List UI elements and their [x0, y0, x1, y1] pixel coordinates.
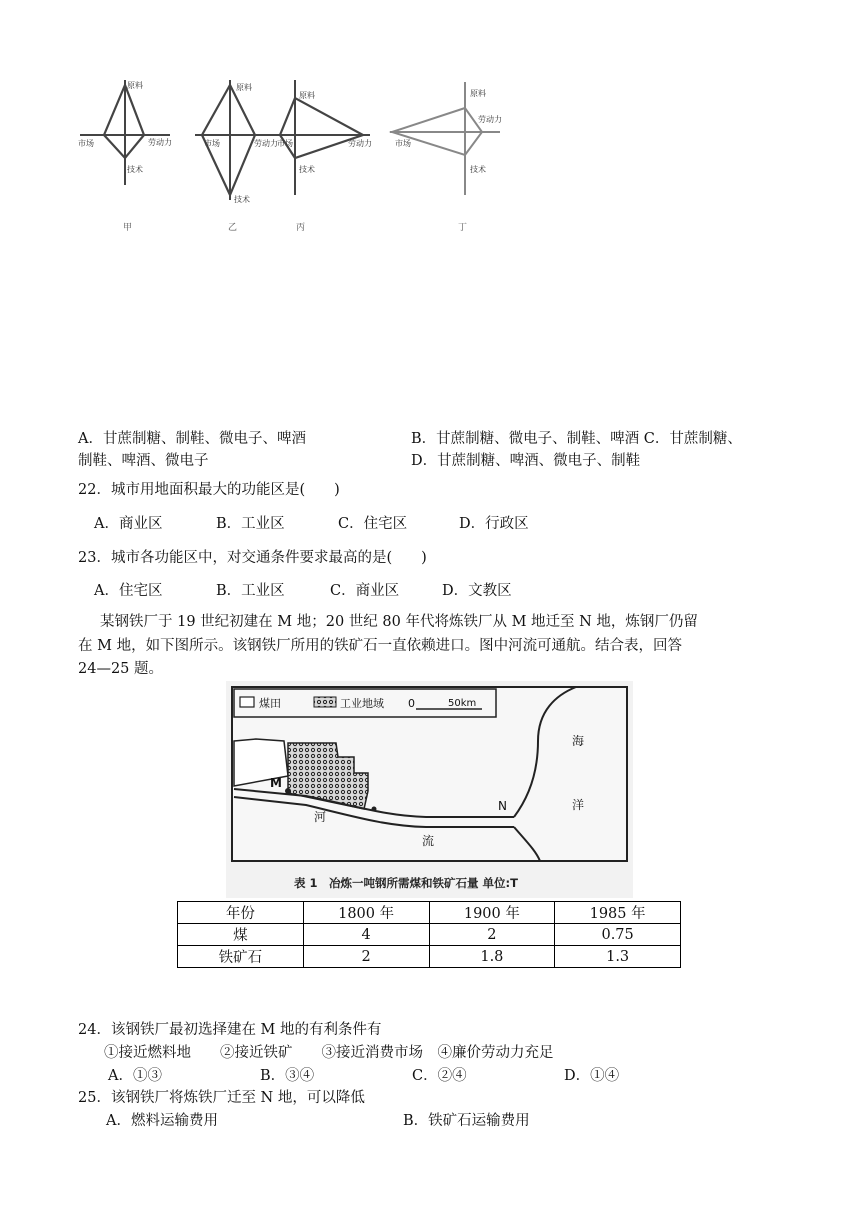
caption-bing: 丙 [296, 223, 306, 233]
intro-line-1: 某钢铁厂于 19 世纪初建在 M 地；20 世纪 80 年代将炼铁厂从 M 地迁至 N 地，炼钢厂仍留 [100, 614, 698, 630]
q22-option-a: A．商业区 [94, 516, 163, 532]
label-river-2: 流 [422, 834, 435, 848]
industrial-point [372, 807, 377, 812]
label-raw-material: 原料 [236, 83, 252, 92]
table-header-cell: 1985 年 [555, 902, 681, 924]
q22-option-d: D．行政区 [459, 516, 529, 532]
intro-line-3: 24—25 题。 [78, 661, 164, 677]
q21-option-d: D．甘蔗制糖、啤酒、微电子、制鞋 [411, 453, 641, 469]
caption-jia: 甲 [123, 223, 133, 233]
scale-label: 50km [448, 698, 477, 709]
label-raw-material: 原料 [299, 91, 315, 100]
label-market: 市场 [204, 139, 220, 148]
label-market: 市场 [395, 139, 411, 148]
table-cell: 0.75 [555, 924, 681, 946]
label-market: 市场 [277, 139, 293, 148]
q25-option-a: A．燃料运输费用 [106, 1113, 218, 1129]
intro-line-2: 在 M 地，如下图所示。该钢铁厂所用的铁矿石一直依赖进口。图中河流可通航。结合表，回答 [78, 638, 683, 654]
q24-option-a: A．①③ [108, 1068, 162, 1084]
table-header-row [178, 902, 681, 924]
table-cell: 2 [429, 924, 555, 946]
label-river-1: 河 [314, 810, 327, 824]
q24-stem: 24．该钢铁厂最初选择建在 M 地的有利条件有 [78, 1022, 382, 1038]
q22-option-c: C．住宅区 [338, 516, 408, 532]
q25-stem: 25．该钢铁厂将炼铁厂迁至 N 地，可以降低 [78, 1090, 365, 1106]
label-raw-material: 原料 [470, 89, 486, 98]
q22-stem: 22．城市用地面积最大的功能区是( ) [78, 482, 340, 498]
q25-option-b: B．铁矿石运输费用 [403, 1113, 530, 1129]
q21-option-b-c: B．甘蔗制糖、微电子、制鞋、啤酒 C．甘蔗制糖、 [411, 431, 742, 447]
label-labor: 劳动力 [348, 139, 372, 148]
table-header-cell: 1800 年 [303, 902, 429, 924]
diagram-bing [275, 80, 370, 195]
label-sea-1: 海 [572, 734, 585, 748]
table-row [178, 924, 681, 946]
label-technology: 技术 [470, 165, 486, 174]
label-sea-2: 洋 [572, 798, 585, 812]
q23-stem: 23．城市各功能区中，对交通条件要求最高的是( ) [78, 550, 427, 566]
label-labor: 劳动力 [148, 138, 172, 147]
legend-coal-label: 煤田 [259, 697, 281, 710]
table-cell: 煤 [178, 924, 304, 946]
legend-industry-label: 工业地域 [340, 697, 384, 710]
table-cell: 1.8 [429, 946, 555, 968]
label-technology: 技术 [234, 195, 250, 204]
coal-field-legend-icon [240, 697, 254, 707]
table-cell: 1.3 [555, 946, 681, 968]
point-m [285, 788, 291, 794]
q22-option-b: B．工业区 [216, 516, 285, 532]
q23-option-b: B．工业区 [216, 583, 285, 599]
label-labor: 劳动力 [254, 139, 278, 148]
scale-zero: 0 [408, 697, 415, 710]
label-m: M [270, 776, 282, 790]
steel-plant-map [226, 681, 633, 898]
q21-option-c-cont: 制鞋、啤酒、微电子 [78, 453, 209, 469]
q24-conditions: ①接近燃料地 ②接近铁矿 ③接近消费市场 ④廉价劳动力充足 [104, 1045, 554, 1061]
table-cell: 铁矿石 [178, 946, 304, 968]
diagram-jia [80, 80, 170, 185]
q24-option-b: B．③④ [260, 1068, 315, 1084]
q23-option-c: C．商业区 [330, 583, 400, 599]
q24-option-d: D．①④ [564, 1068, 620, 1084]
label-n: N [498, 799, 507, 813]
label-raw-material: 原料 [127, 81, 143, 90]
q24-option-c: C．②④ [412, 1068, 467, 1084]
q23-option-a: A．住宅区 [94, 583, 163, 599]
table-row [178, 946, 681, 968]
caption-ding: 丁 [458, 223, 468, 233]
location-factor-diagrams [70, 70, 530, 240]
q21-option-a: A．甘蔗制糖、制鞋、微电子、啤酒 [78, 431, 306, 447]
label-market: 市场 [78, 139, 94, 148]
label-technology: 技术 [299, 165, 315, 174]
table-header-cell: 1900 年 [429, 902, 555, 924]
caption-yi: 乙 [228, 223, 238, 233]
table-cell: 4 [303, 924, 429, 946]
industry-legend-icon [314, 697, 336, 707]
label-labor: 劳动力 [478, 115, 502, 124]
table-header-cell: 年份 [178, 902, 304, 924]
q23-option-d: D．文教区 [442, 583, 512, 599]
coal-iron-table [177, 901, 681, 968]
label-technology: 技术 [127, 165, 143, 174]
table-caption: 表 1 冶炼一吨钢所需煤和铁矿石量 单位:T [294, 876, 518, 890]
table-cell: 2 [303, 946, 429, 968]
